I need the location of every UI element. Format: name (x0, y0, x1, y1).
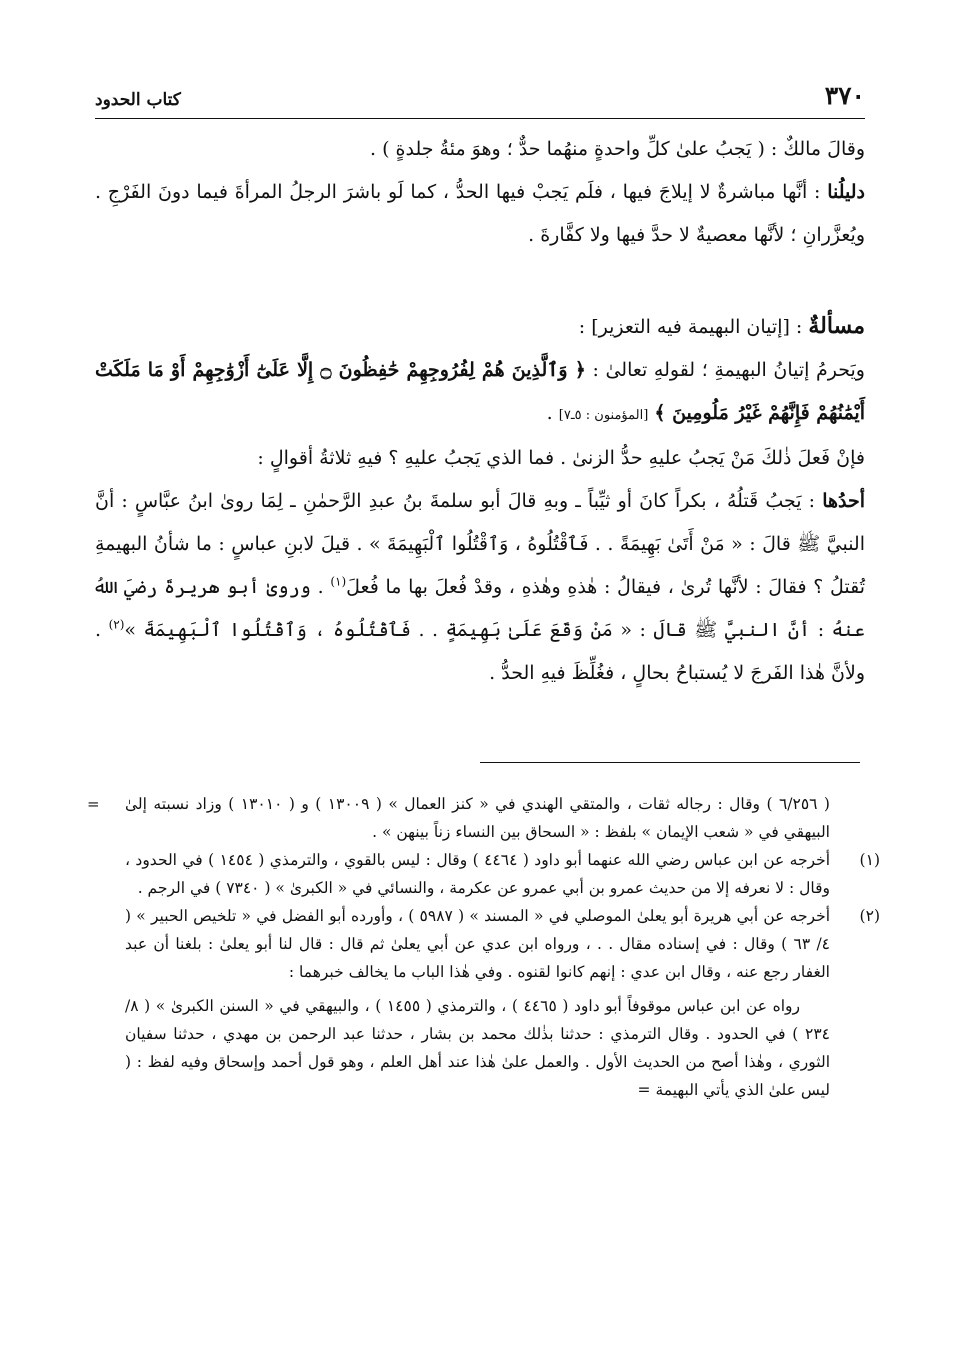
footnote-ref-1[interactable]: (١) (330, 574, 347, 589)
first-opinion-text: : يَجبُ قَتلُهُ ، بكراً كانَ أو ثيِّباً ـ وبهِ قالَ أبو سلمةَ بنُ عبدِ الرَّحمٰنِ ـ لِمَا روىٰ ابنُ عبَّاسٍ : أنَّ النبيَّ ﷺ قالَ : « مَنْ أَتَىٰ بَهِيمَةً . . فَٱقْتُلُوهُ ، وَٱقْتُلُوا ٱلْبَهِيمَةَ » . قيلَ لابنِ عباسٍ : ما شأنُ البهيمةِ تُقتلُ ؟ فقالَ : لأنَّها تُرىٰ ، فيقالُ : هٰذهِ وهٰذهِ ، وقدْ فُعلَ بها ما فُعلَ (95, 490, 865, 598)
evidence-text: : أنَّها مباشرةٌ لا إيلاجَ فيها ، فلَم يَجبْ فيها الحدُّ ، كما لَو باشرَ الرجلُ المرأةَ فيما دونَ الفَرْجِ . ويُعزَّرانِ ؛ لأنَّها معصيةٌ لا حدَّ فيها ولا كفَّارةَ . (95, 181, 865, 246)
footnote-2-continuation: رواه عن ابن عباس موقوفاً أبو داود ( ٤٤٦٥ ) ، والترمذي ( ١٤٥٥ ) ، والبيهقي في « السنن الكبرىٰ » ( ٨/ ٢٣٤ ) في الحدود . وقال الترمذي : حدثنا بذٰلك محمد بن بشار ، حدثنا عبد الرحمن بن مهدي ، حدثنا سفيان الثوري ، وهٰذا أصح من الحديث الأول . والعمل علىٰ هٰذا عند أهل العلم ، وهو قول أحمد وإسحاق وفيه لفظ : ( ليس علىٰ الذي يأتي البهيمة = (125, 997, 830, 1099)
running-header (95, 78, 865, 110)
footnote-1 (95, 846, 880, 902)
book-title: كتاب الحدود (95, 90, 181, 110)
footnote-2 (95, 902, 880, 986)
footnote-number: (١) (859, 851, 880, 869)
paragraph-first-opinion (95, 480, 865, 695)
paragraph-malik: وقالَ مالكٌ : ( يَجبُ علىٰ كلِّ واحدةٍ منهُما حدٌّ ؛ وهوَ مئةُ جلدةٍ ) . (370, 138, 865, 160)
paragraph-gap (95, 257, 865, 305)
continuation-mark: = (87, 795, 100, 813)
footnote-separator (480, 762, 860, 763)
issue-title: : [إتيان البهيمة فيه التعزير] : (578, 316, 809, 338)
issue-label: مسألةٌ (808, 313, 865, 339)
main-text (95, 128, 865, 695)
first-opinion-label: أحدُها (822, 490, 865, 512)
verse-reference: [المؤمنون : ٥ـ٧] (558, 408, 649, 423)
paragraph-prohibition: ويَحرمُ إتيانُ البهيمةِ ؛ لقولهِ تعالىٰ : ﴿ وَٱلَّذِينَ هُمْ لِفُرُوجِهِمْ حَٰفِظُونَ ۝ إِلَّا عَلَىٰٓ أَزْوَٰجِهِمْ أَوْ مَا مَلَكَتْ أَيْمَٰنُهُمْ فَإِنَّهُمْ غَيْرُ مَلُومِينَ ﴾ [المؤمنون : ٥ـ٧] . (95, 359, 865, 424)
issue-heading (95, 305, 865, 349)
footnote-continuation-spacer (830, 790, 880, 846)
paragraph-three-opinions: فإنْ فَعلَ ذٰلكَ مَنْ يَجبُ عليهِ حدُّ الزنىٰ . فما الذي يَجبُ عليهِ ؟ فيهِ ثلاثةُ أقوالٍ : (257, 447, 865, 469)
quran-verse: ﴿ وَٱلَّذِينَ هُمْ لِفُرُوجِهِمْ حَٰفِظُونَ ۝ إِلَّا عَلَىٰٓ أَزْوَٰجِهِمْ أَوْ مَا مَلَكَتْ أَيْمَٰنُهُمْ فَإِنَّهُمْ غَيْرُ مَلُومِينَ ﴾ (95, 359, 865, 424)
header-rule (95, 118, 865, 119)
page-number: ٣٧٠ (824, 81, 865, 110)
evidence-label: دليلُنا (827, 181, 865, 203)
footnote-text: أخرجه عن أبي هريرة أبو يعلىٰ الموصلي في « المسند » ( ٥٩٨٧ ) ، وأورده أبو الفضل في « تلخيص الحبير » ( ٤/ ٦٣ ) وقال : في إسناده مقال . . ، ورواه ابن عدي عن أبي يعلىٰ ثم قال : قال لنا أبو يعلىٰ : بلغنا أن عبد الغفار رجع عنه ، وقال ابن عدي : إنهم كانوا لقنوه . وفي هٰذا الباب ما يخالف خبرهما : (125, 907, 831, 981)
footnote-text: أخرجه عن ابن عباس رضي الله عنهما أبو داود ( ٤٤٦٤ ) وقال : ليس بالقوي ، والترمذي ( ١٤٥٤ ) في الحدود ، وقال : لا نعرفه إلا من حديث عمرو بن أبي عمرو عن عكرمة ، والنسائي في « الكبرىٰ » ( ٧٣٤٠ ) في الرجم . (125, 851, 830, 897)
footnote-number: (٢) (859, 907, 880, 925)
footnote-continuation-text: ( ٦/٢٥٦ ) وقال : رجاله ثقات ، والمتقي الهندي في « كنز العمال » ( ١٣٠٠٩ ) و ( ١٣٠١٠ ) وزاد نسبته إلىٰ البيهقي في « شعب الإيمان » بلفظ : « السحاق بين النساء زناً بينهن » . (125, 795, 830, 841)
footnote-ref-2[interactable]: (٢) (108, 617, 125, 632)
footnote-continuation (87, 790, 880, 846)
prohibition-text: ويَحرمُ إتيانُ البهيمةِ ؛ لقولهِ تعالىٰ : (585, 359, 865, 381)
footnotes (87, 790, 880, 1104)
paragraph-evidence (95, 171, 865, 257)
first-opinion-text-3: . ولأنَّ هٰذا الفَرجَ لا يُستباحُ بحالٍ ، فغُلِّظَ فيهِ الحدُّ . (95, 619, 865, 684)
first-opinion-text-2: . وروىٰ أبو هريرةَ رضيَ اللهُ عنهُ : أنَّ النبيَّ ﷺ قالَ : « مَنْ وَقَعَ عَلَىٰ بَهِيمَةٍ . . فَٱقْتُلُوهُ ، وَٱقْتُلُوا ٱلْبَهِيمَةَ » (95, 576, 865, 641)
